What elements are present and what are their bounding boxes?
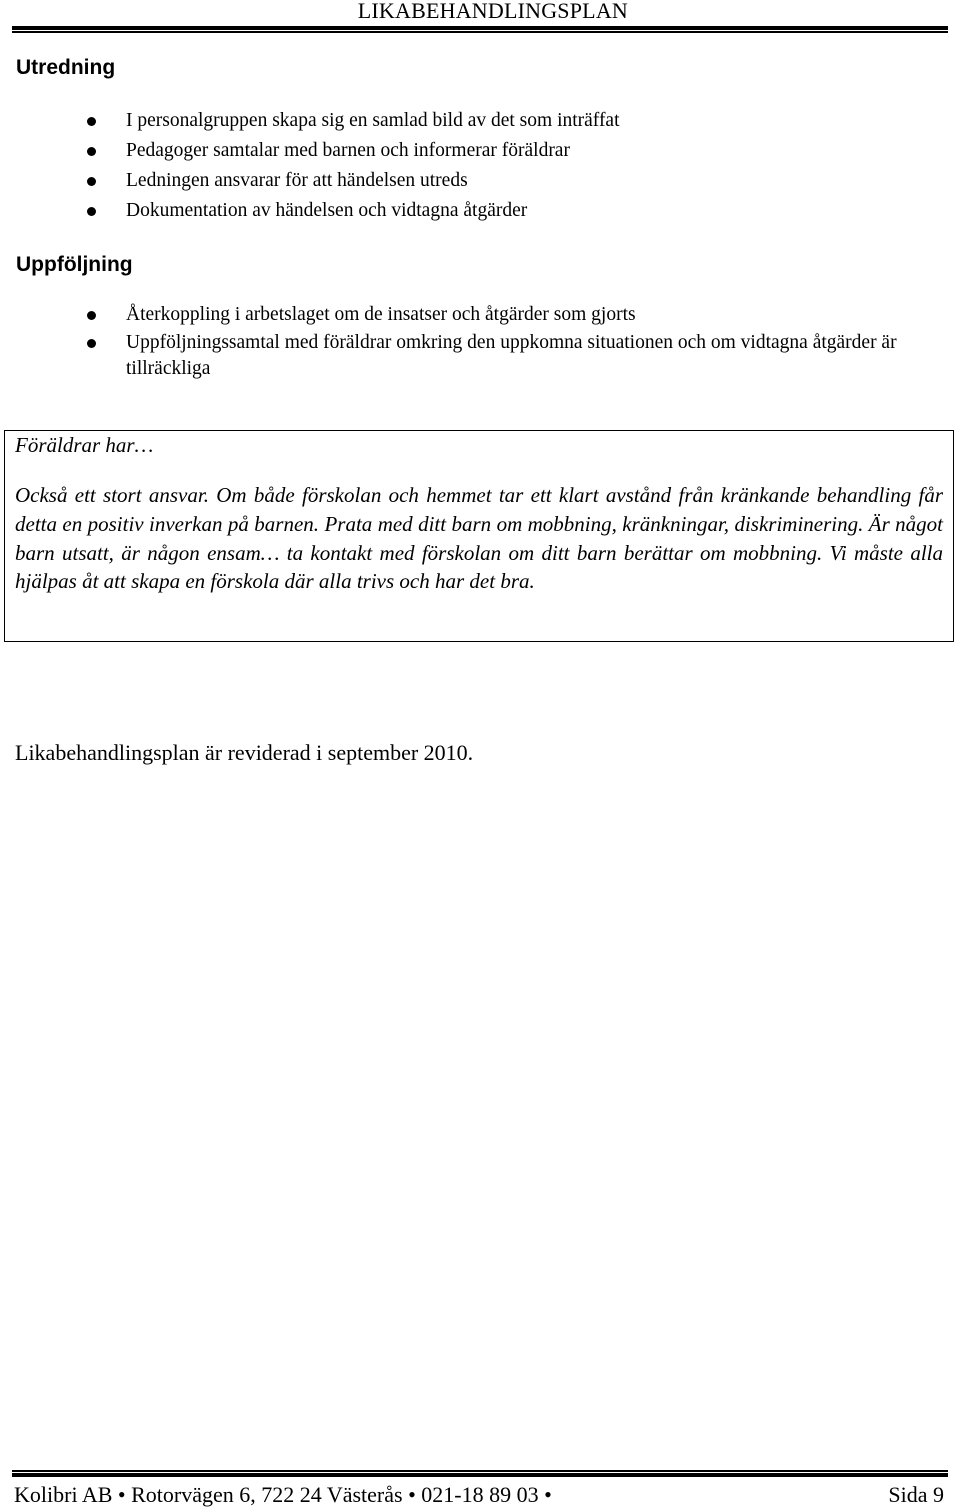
bullet-icon [87, 117, 96, 126]
footer-rule-thick [12, 1473, 948, 1477]
uppfoljning-list [0, 300, 926, 382]
footer-rule [12, 1470, 948, 1477]
list-item-text: Ledningen ansvarar för att händelsen utreds [126, 170, 468, 191]
header-rule-thin [12, 31, 948, 33]
bullet-icon [87, 339, 96, 348]
parents-info-box [4, 430, 954, 642]
header-rule [12, 26, 948, 33]
list-item [0, 166, 620, 196]
bullet-icon [87, 177, 96, 186]
header-rule-thick [12, 26, 948, 30]
list-item [0, 196, 620, 226]
page-number: Sida 9 [888, 1482, 944, 1507]
footer-company-info: Kolibri AB • Rotorvägen 6, 722 24 Västerås • 021-18 89 03 • [14, 1482, 552, 1507]
utredning-list [0, 106, 620, 226]
bullet-icon [87, 147, 96, 156]
list-item-text: Pedagoger samtalar med barnen och informerar föräldrar [126, 140, 570, 161]
bullet-icon [87, 311, 96, 320]
list-item [0, 330, 926, 382]
list-item-text: Återkoppling i arbetslaget om de insatser och åtgärder som gjorts [126, 304, 636, 325]
box-title: Föräldrar har… [15, 433, 154, 457]
list-item-text: Uppföljningssamtal med föräldrar omkring den uppkomna situationen och om vidtagna åtgärder är tillräckliga [126, 332, 897, 379]
list-item-text: Dokumentation av händelsen och vidtagna åtgärder [126, 200, 528, 221]
bullet-icon [87, 207, 96, 216]
section-heading-utredning: Utredning [16, 56, 116, 79]
list-item-text: I personalgruppen skapa sig en samlad bild av det som inträffat [126, 110, 620, 131]
list-item [0, 106, 620, 136]
revision-note: Likabehandlingsplan är reviderad i september 2010. [15, 740, 474, 765]
section-heading-uppfoljning: Uppföljning [16, 253, 133, 276]
list-item [0, 300, 926, 330]
list-item [0, 136, 620, 166]
document-header-title: LIKABEHANDLINGSPLAN [357, 0, 628, 23]
box-text: Också ett stort ansvar. Om både förskolan och hemmet tar ett klart avstånd från kränkande behandling får detta en positiv inverkan på barnen. Prata med ditt barn om mobbning, kränkningar, diskriminering. Är något barn utsatt, är någon ensam… ta kontakt med förskolan om ditt barn berättar om mobbning. Vi måste alla hjälpas åt att skapa en förskola där alla trivs och har det bra. [15, 483, 943, 594]
footer-rule-thin [12, 1470, 948, 1472]
